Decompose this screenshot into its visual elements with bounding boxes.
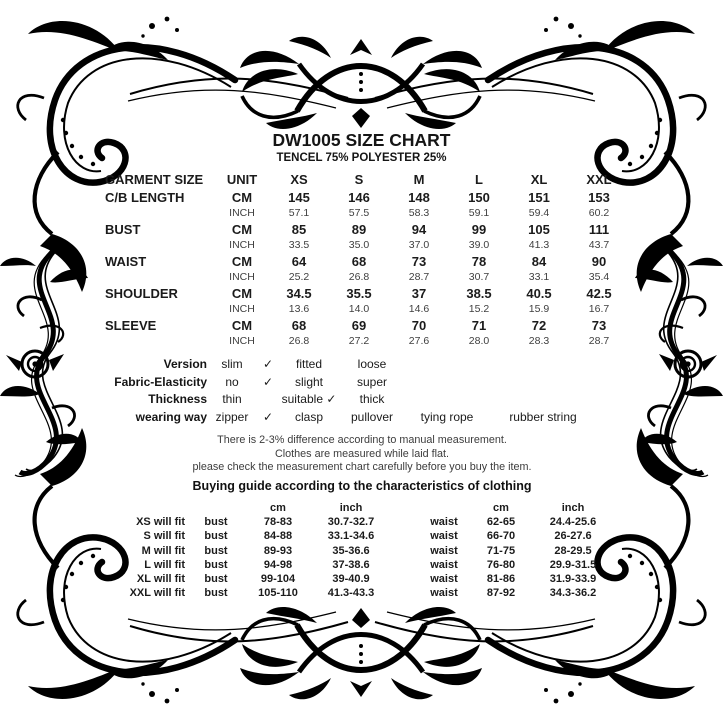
attribute-option xyxy=(405,356,489,374)
guide-header-inch: inch xyxy=(561,502,585,514)
attribute-option xyxy=(489,374,597,392)
guide-waist-label: waist xyxy=(430,516,458,529)
cell-value: 151 xyxy=(528,190,550,205)
cell-value: 145 xyxy=(288,190,310,205)
measure-label: SLEEVE xyxy=(105,318,157,333)
cell-value: 37.0 xyxy=(408,239,430,251)
attribute-option: zipper xyxy=(215,409,249,424)
guide-value: 89-93 xyxy=(263,544,293,557)
guide-value: 78-83 xyxy=(263,516,293,529)
header-xl: XL xyxy=(530,172,548,187)
guide-bust-label: bust xyxy=(204,558,228,571)
cell-value: 30.7 xyxy=(468,271,490,283)
cell-value: 84 xyxy=(531,254,547,269)
spacer xyxy=(97,501,185,515)
unit-cm-label: CM xyxy=(231,222,253,237)
measure-label: SHOULDER xyxy=(105,286,178,301)
guide-value: 41.3-43.3 xyxy=(327,587,375,600)
cell-value: 26.8 xyxy=(348,271,370,283)
guide-bust-label: bust xyxy=(204,572,228,585)
cell-value: 57.5 xyxy=(348,207,370,219)
guide-value: 84-88 xyxy=(263,530,293,543)
table-row-waist-cm xyxy=(97,253,631,270)
spacer xyxy=(393,558,413,572)
attribute-option: slim xyxy=(221,357,243,371)
guide-value: 24.4-25.6 xyxy=(549,516,597,529)
cell-value: 59.1 xyxy=(468,207,490,219)
guide-value: 76-80 xyxy=(486,558,516,571)
guide-value: 33.1-34.6 xyxy=(327,530,375,543)
cell-value: 28.3 xyxy=(528,335,550,347)
spacer xyxy=(97,206,215,221)
cell-value: 35.5 xyxy=(346,286,372,301)
guide-bust-label: bust xyxy=(204,516,228,529)
measure-label: BUST xyxy=(105,222,141,237)
measurement-notes xyxy=(97,434,627,496)
cell-value: 68 xyxy=(291,318,307,333)
guide-header-cm: cm xyxy=(270,502,286,514)
guide-value: 35-36.6 xyxy=(332,544,370,557)
guide-row-l xyxy=(97,558,637,572)
cell-value: 28.7 xyxy=(588,335,610,347)
attribute-option: suitable ✓ xyxy=(281,392,337,406)
cell-value: 33.1 xyxy=(528,271,550,283)
buying-guide-heading: Buying guide according to the characteristics of clothing xyxy=(192,478,532,493)
attribute-option: clasp xyxy=(294,409,323,424)
measure-label: WAIST xyxy=(105,254,147,269)
header-garment-size: GARMENT SIZE xyxy=(105,172,204,187)
guide-bust-label: bust xyxy=(204,587,228,600)
table-row-bust-inch xyxy=(97,238,631,253)
guide-row-xs xyxy=(97,515,637,529)
attribute-row-elasticity xyxy=(97,374,657,392)
cell-value: 111 xyxy=(588,222,610,237)
attribute-option: thin xyxy=(222,392,242,406)
header-unit: UNIT xyxy=(226,172,258,187)
cell-value: 71 xyxy=(471,318,487,333)
cell-value: 34.5 xyxy=(286,286,312,301)
cell-value: 35.4 xyxy=(588,271,610,283)
unit-inch-label: INCH xyxy=(229,303,255,315)
table-row-sleeve-cm xyxy=(97,317,631,334)
guide-value: 29.9-31.5 xyxy=(549,558,597,571)
guide-value: 34.3-36.2 xyxy=(549,587,597,600)
guide-header-cm: cm xyxy=(493,502,509,514)
unit-inch-label: INCH xyxy=(229,207,255,219)
cell-value: 14.0 xyxy=(348,303,370,315)
unit-cm-label: CM xyxy=(231,318,253,333)
guide-waist-label: waist xyxy=(430,587,458,600)
attribute-option: rubber string xyxy=(509,409,577,424)
guide-value: 31.9-33.9 xyxy=(549,572,597,585)
fabric-composition: TENCEL 75% POLYESTER 25% xyxy=(276,152,447,164)
cell-value: 70 xyxy=(411,318,427,333)
table-row-shoulder-inch xyxy=(97,302,631,317)
cell-value: 90 xyxy=(591,254,607,269)
guide-size-label: XXL will fit xyxy=(129,587,185,600)
unit-cm-label: CM xyxy=(231,190,253,205)
cell-value: 150 xyxy=(468,190,490,205)
guide-row-xxl xyxy=(97,586,637,600)
attribute-option: loose xyxy=(357,357,387,371)
size-table-header-row xyxy=(97,170,631,189)
guide-header-inch: inch xyxy=(339,502,363,514)
cell-value: 43.7 xyxy=(588,239,610,251)
guide-value: 81-86 xyxy=(486,572,516,585)
cell-value: 26.8 xyxy=(288,335,310,347)
header-xs: XS xyxy=(290,172,308,187)
garment-attributes xyxy=(97,356,657,426)
spacer xyxy=(185,501,247,515)
header-m: M xyxy=(413,172,425,187)
cell-value: 57.1 xyxy=(288,207,310,219)
guide-value: 94-98 xyxy=(263,558,293,571)
cell-value: 16.7 xyxy=(588,303,610,315)
table-row-cblength-cm xyxy=(97,189,631,206)
cell-value: 105 xyxy=(528,222,550,237)
guide-size-label: XS will fit xyxy=(136,516,185,529)
spacer xyxy=(393,544,413,558)
attribute-option: fitted xyxy=(295,357,322,371)
attribute-option xyxy=(489,391,597,409)
guide-value: 62-65 xyxy=(486,516,516,529)
cell-value: 99 xyxy=(471,222,487,237)
unit-inch-label: INCH xyxy=(229,335,255,347)
cell-value: 14.6 xyxy=(408,303,430,315)
note-line: There is 2-3% difference according to manual measurement. xyxy=(217,434,507,446)
attribute-option: no xyxy=(225,374,239,389)
spacer xyxy=(97,302,215,317)
cell-value: 146 xyxy=(348,190,370,205)
cell-value: 38.5 xyxy=(466,286,492,301)
spacer xyxy=(97,270,215,285)
cell-value: 148 xyxy=(408,190,430,205)
spacer xyxy=(97,238,215,253)
guide-size-label: S will fit xyxy=(143,530,185,543)
cell-value: 68 xyxy=(351,254,367,269)
spacer xyxy=(393,529,413,543)
cell-value: 35.0 xyxy=(348,239,370,251)
attribute-option: super xyxy=(356,374,388,389)
guide-value: 30.7-32.7 xyxy=(327,516,375,529)
header-s: S xyxy=(354,172,364,187)
table-row-waist-inch xyxy=(97,270,631,285)
attribute-row-wearing-way xyxy=(97,409,657,427)
spacer xyxy=(413,501,475,515)
table-row-sleeve-inch xyxy=(97,334,631,349)
spacer xyxy=(257,391,279,409)
unit-cm-label: CM xyxy=(231,286,253,301)
cell-value: 25.2 xyxy=(288,271,310,283)
guide-value: 37-38.6 xyxy=(332,558,370,571)
guide-value: 39-40.9 xyxy=(332,572,370,585)
unit-cm-label: CM xyxy=(231,254,253,269)
guide-value: 105-110 xyxy=(258,587,298,600)
check-icon: ✓ xyxy=(262,409,274,424)
unit-inch-label: INCH xyxy=(229,239,255,251)
note-line: Clothes are measured while laid flat. xyxy=(274,447,450,460)
cell-value: 41.3 xyxy=(528,239,550,251)
cell-value: 39.0 xyxy=(468,239,490,251)
guide-row-s xyxy=(97,529,637,543)
guide-row-xl xyxy=(97,572,637,586)
cell-value: 64 xyxy=(291,254,307,269)
cell-value: 72 xyxy=(531,318,547,333)
cell-value: 28.0 xyxy=(468,335,490,347)
guide-value: 28-29.5 xyxy=(554,544,592,557)
spacer xyxy=(97,334,215,349)
guide-header-row xyxy=(97,501,637,515)
guide-bust-label: bust xyxy=(204,544,228,557)
guide-value: 66-70 xyxy=(486,530,516,543)
cell-value: 58.3 xyxy=(408,207,430,219)
cell-value: 33.5 xyxy=(288,239,310,251)
header-l: L xyxy=(475,172,483,187)
attribute-option xyxy=(489,356,597,374)
cell-value: 94 xyxy=(411,222,427,237)
spacer xyxy=(393,515,413,529)
cell-value: 153 xyxy=(588,190,610,205)
attribute-option: pullover xyxy=(350,409,394,424)
cell-value: 69 xyxy=(351,318,367,333)
guide-value: 26-27.6 xyxy=(554,530,592,543)
attribute-option xyxy=(405,374,489,392)
unit-inch-label: INCH xyxy=(229,271,255,283)
cell-value: 40.5 xyxy=(526,286,552,301)
cell-value: 78 xyxy=(471,254,487,269)
size-table xyxy=(97,170,631,349)
spacer xyxy=(393,572,413,586)
attribute-label: Thickness xyxy=(148,392,207,406)
cell-value: 13.6 xyxy=(288,303,310,315)
guide-size-label: XL will fit xyxy=(136,572,185,585)
attribute-option: tying rope xyxy=(420,409,474,424)
guide-waist-label: waist xyxy=(430,530,458,543)
note-line: please check the measurement chart carefully before you buy the item. xyxy=(192,461,532,473)
cell-value: 89 xyxy=(351,222,367,237)
table-row-bust-cm xyxy=(97,221,631,238)
guide-row-m xyxy=(97,544,637,558)
table-row-cblength-inch xyxy=(97,206,631,221)
cell-value: 85 xyxy=(291,222,307,237)
attribute-label: wearing way xyxy=(135,409,207,424)
cell-value: 60.2 xyxy=(588,207,610,219)
measure-label: C/B LENGTH xyxy=(105,190,185,205)
attribute-label: Version xyxy=(163,357,207,371)
attribute-option xyxy=(405,391,489,409)
cell-value: 37 xyxy=(411,286,427,301)
check-icon: ✓ xyxy=(262,374,274,389)
guide-size-label: M will fit xyxy=(141,544,185,557)
attribute-option: thick xyxy=(359,392,385,406)
guide-waist-label: waist xyxy=(430,572,458,585)
cell-value: 27.6 xyxy=(408,335,430,347)
attribute-option: slight xyxy=(294,374,323,389)
spacer xyxy=(393,586,413,600)
cell-value: 15.9 xyxy=(528,303,550,315)
cell-value: 73 xyxy=(411,254,427,269)
attribute-label: Fabric-Elasticity xyxy=(114,374,207,389)
attribute-row-version xyxy=(97,356,657,374)
check-icon: ✓ xyxy=(262,357,274,371)
guide-size-label: L will fit xyxy=(144,558,185,571)
guide-value: 87-92 xyxy=(486,587,516,600)
cell-value: 27.2 xyxy=(348,335,370,347)
spacer xyxy=(393,501,413,515)
buying-guide-table xyxy=(97,501,637,600)
attribute-row-thickness xyxy=(97,391,657,409)
guide-waist-label: waist xyxy=(430,558,458,571)
guide-value: 99-104 xyxy=(260,572,296,585)
guide-value: 71-75 xyxy=(486,544,516,557)
guide-waist-label: waist xyxy=(430,544,458,557)
cell-value: 42.5 xyxy=(586,286,612,301)
page-title: DW1005 SIZE CHART xyxy=(272,130,451,150)
header-xxl: XXL xyxy=(586,172,612,187)
table-row-shoulder-cm xyxy=(97,285,631,302)
cell-value: 28.7 xyxy=(408,271,430,283)
guide-bust-label: bust xyxy=(204,530,228,543)
cell-value: 15.2 xyxy=(468,303,490,315)
cell-value: 59.4 xyxy=(528,207,550,219)
cell-value: 73 xyxy=(591,318,607,333)
